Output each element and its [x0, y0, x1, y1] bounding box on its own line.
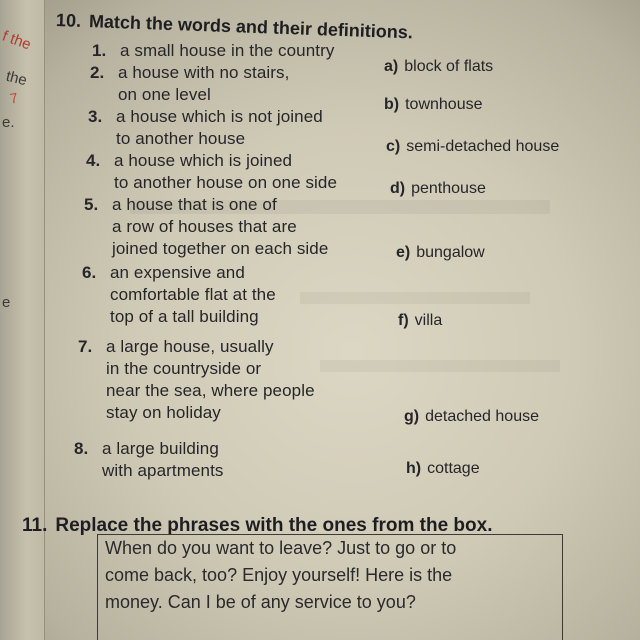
definition-line — [84, 194, 328, 216]
definition-text: a house which is joined — [114, 151, 293, 170]
definition-item — [86, 150, 337, 194]
margin-fragment: f the — [0, 27, 34, 54]
definition-line — [90, 62, 289, 84]
definition-text: with apartments — [102, 461, 224, 480]
phrase-box-line: money. Can I be of any service to you? — [105, 592, 416, 612]
phrase-box-line: come back, too? Enjoy yourself! Here is the — [105, 565, 453, 585]
answer-option — [398, 312, 442, 330]
definition-text: stay on holiday — [106, 403, 221, 422]
item-number: 2. — [90, 63, 105, 82]
answer-text: detached house — [425, 408, 539, 425]
exercise-number: 11. — [22, 515, 48, 536]
answer-text: block of flats — [404, 58, 494, 75]
item-number: 4. — [86, 151, 101, 170]
definition-line — [74, 438, 224, 460]
item-number: 3. — [88, 107, 103, 126]
definition-item — [78, 336, 315, 424]
definition-line — [86, 172, 337, 194]
item-number: 5. — [84, 195, 99, 214]
definition-text: on one level — [118, 85, 211, 104]
definition-item — [82, 262, 276, 328]
definition-line — [88, 128, 323, 150]
show-through-text — [320, 360, 560, 372]
exercise-title: Match the words and their definitions. — [88, 11, 414, 43]
answer-letter: e) — [396, 244, 411, 261]
answer-option — [384, 58, 493, 76]
definition-line — [86, 150, 337, 172]
answer-letter: c) — [386, 138, 401, 155]
definition-item — [90, 62, 289, 106]
answer-text: penthouse — [411, 180, 486, 197]
definition-line — [78, 336, 315, 358]
definition-text: a row of houses that are — [112, 217, 297, 236]
item-number: 1. — [92, 41, 107, 60]
definition-line — [78, 380, 315, 402]
definition-text: top of a tall building — [110, 307, 259, 326]
definition-text: a house that is one of — [112, 195, 277, 214]
answer-text: villa — [414, 312, 443, 329]
definition-text: a small house in the country — [120, 41, 335, 60]
definition-text: a large house, usually — [106, 337, 274, 356]
definition-text: a house with no stairs, — [118, 63, 290, 82]
page-gutter — [0, 0, 48, 640]
definition-line — [78, 402, 315, 424]
definition-text: near the sea, where people — [106, 381, 315, 400]
definition-line — [88, 106, 323, 128]
answer-option — [384, 96, 483, 114]
answer-text: townhouse — [405, 96, 483, 113]
answer-text: bungalow — [416, 244, 485, 261]
definition-text: in the countryside or — [106, 359, 262, 378]
show-through-text — [300, 292, 530, 304]
definition-line — [82, 306, 276, 328]
answer-letter: a) — [384, 58, 399, 75]
answer-letter: h) — [406, 460, 422, 477]
margin-fragment: e. — [2, 114, 15, 131]
exercise-number: 10. — [55, 10, 82, 31]
answer-option — [386, 138, 559, 156]
margin-fragment: e — [2, 294, 11, 311]
phrase-box — [97, 534, 563, 640]
answer-option — [396, 244, 485, 262]
definition-item — [88, 106, 323, 150]
definition-text: to another house — [116, 129, 246, 148]
exercise-10-heading — [56, 10, 414, 43]
margin-fragment: the — [4, 67, 29, 90]
answer-option — [390, 180, 486, 198]
answer-letter: g) — [404, 408, 420, 425]
red-pen-mark: 7 — [8, 89, 20, 107]
answer-text: semi-detached house — [406, 138, 560, 155]
definition-line — [82, 262, 276, 284]
definition-text: to another house on one side — [114, 173, 338, 192]
item-number: 8. — [74, 439, 89, 458]
definition-line — [78, 358, 315, 380]
answer-letter: d) — [390, 180, 406, 197]
definition-item — [74, 438, 224, 482]
definition-item — [84, 194, 328, 260]
phrase-box-line: When do you want to leave? Just to go or to — [105, 538, 457, 558]
definition-line — [82, 284, 276, 306]
definition-text: a large building — [102, 439, 219, 458]
answer-option — [406, 460, 480, 478]
item-number: 6. — [82, 263, 97, 282]
definition-line — [74, 460, 224, 482]
definition-line — [92, 40, 334, 62]
answer-option — [404, 408, 539, 426]
item-number: 7. — [78, 337, 93, 356]
definition-line — [84, 216, 328, 238]
answer-text: cottage — [427, 460, 480, 477]
answer-letter: f) — [398, 312, 409, 329]
definition-text: joined together on each side — [112, 239, 329, 258]
definition-line — [90, 84, 289, 106]
definition-text: an expensive and — [110, 263, 245, 282]
definition-line — [84, 238, 328, 260]
exercise-title: Replace the phrases with the ones from the box. — [55, 515, 493, 536]
definition-item — [92, 40, 334, 62]
definition-text: a house which is not joined — [116, 107, 323, 126]
definition-text: comfortable flat at the — [110, 285, 276, 304]
answer-letter: b) — [384, 96, 400, 113]
